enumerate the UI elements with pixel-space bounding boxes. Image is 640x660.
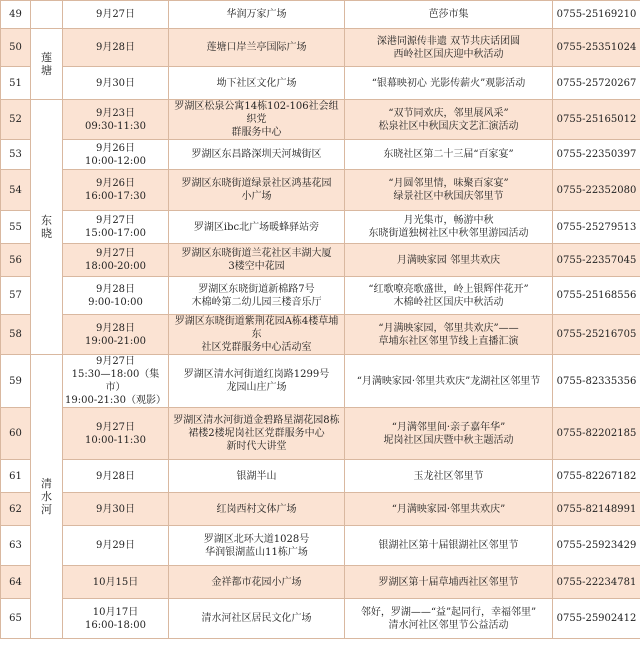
row-number: 60 [1,408,31,460]
event-name: 银湖社区第十届银湖社区邻里节 [345,526,553,566]
table-row [1,67,640,100]
event-venue: 莲塘口岸兰亭国际广场 [169,29,345,67]
table-row [1,408,640,460]
row-number: 63 [1,526,31,566]
table-row [1,244,640,277]
contact-phone: 0755-22234781 [553,566,640,599]
event-venue: 罗湖区清水河街道红岗路1299号 龙园山庄广场 [169,355,345,408]
events-table-body [1,1,640,639]
event-name: 芭莎市集 [345,1,553,29]
event-name: 深港同源传非遗 双节共庆话团圆 西岭社区国庆迎中秋活动 [345,29,553,67]
row-number: 54 [1,170,31,211]
contact-phone: 0755-25351024 [553,29,640,67]
row-number: 55 [1,211,31,244]
district-cell [31,29,63,100]
table-row [1,599,640,639]
row-number: 65 [1,599,31,639]
event-date: 9月26日 16:00-17:30 [63,170,169,211]
event-date: 9月27日 15:30—18:00（集市） 19:00-21:30（观影） [63,355,169,408]
event-name: 玉龙社区邻里节 [345,460,553,493]
event-name: “月满映家园，邻里共欢庆”—— 草埔东社区邻里节线上直播汇演 [345,315,553,355]
contact-phone: 0755-82335356 [553,355,640,408]
event-name: 罗湖区第十届草埔西社区邻里节 [345,566,553,599]
contact-phone: 0755-25902412 [553,599,640,639]
event-date: 9月30日 [63,67,169,100]
table-row [1,29,640,67]
event-venue: 罗湖区东晓街道绿景社区鸿基花园 小广场 [169,170,345,211]
contact-phone: 0755-25923429 [553,526,640,566]
table-row [1,460,640,493]
event-venue: 罗湖区松泉公寓14栋102-106社会组织党 群服务中心 [169,100,345,140]
event-date: 9月30日 [63,493,169,526]
event-name: 月满映家园 邻里共欢庆 [345,244,553,277]
district-name: 东晓 [41,214,52,240]
row-number: 61 [1,460,31,493]
district-name: 莲塘 [41,51,52,77]
row-number: 64 [1,566,31,599]
contact-phone: 0755-25216705 [553,315,640,355]
row-number: 59 [1,355,31,408]
event-venue: 华润万家广场 [169,1,345,29]
table-row [1,170,640,211]
event-date: 9月27日 10:00-11:30 [63,408,169,460]
table-row [1,100,640,140]
event-date: 9月23日 09:30-11:30 [63,100,169,140]
event-name: “月圆邻里情，味聚百家宴” 绿景社区中秋国庆邻里节 [345,170,553,211]
row-number: 52 [1,100,31,140]
district-cell [31,355,63,639]
row-number: 53 [1,140,31,170]
contact-phone: 0755-82202185 [553,408,640,460]
event-venue: 清水河社区居民文化广场 [169,599,345,639]
event-name: “月满映家园·邻里共欢庆” [345,493,553,526]
row-number: 50 [1,29,31,67]
contact-phone: 0755-22357045 [553,244,640,277]
event-name: “红歌嘹亮歌盛世，岭上银辉伴花开” 木棉岭社区国庆中秋活动 [345,277,553,315]
event-venue: 红岗西村文体广场 [169,493,345,526]
table-row [1,566,640,599]
contact-phone: 0755-25165012 [553,100,640,140]
contact-phone: 0755-25720267 [553,67,640,100]
event-venue: 罗湖区清水河街道金碧路星湖花园8栋 裙楼2楼坭岗社区党群服务中心 新时代大讲堂 [169,408,345,460]
event-date: 9月27日 [63,1,169,29]
row-number: 51 [1,67,31,100]
event-venue: 罗湖区东晓街道紫荆花园A栋4楼草埔东 社区党群服务中心活动室 [169,315,345,355]
table-row [1,277,640,315]
row-number: 56 [1,244,31,277]
row-number: 49 [1,1,31,29]
event-venue: 罗湖区东昌路深圳天河城街区 [169,140,345,170]
event-date: 9月28日 [63,460,169,493]
table-row [1,526,640,566]
district-name: 清水河 [41,477,52,516]
table-row [1,355,640,408]
event-date: 9月28日 [63,29,169,67]
district-cell [31,100,63,355]
event-date: 9月27日 18:00-20:00 [63,244,169,277]
row-number: 62 [1,493,31,526]
table-row [1,140,640,170]
event-name: 月光集市，畅游中秋 东晓街道独树社区中秋邻里游园活动 [345,211,553,244]
row-number: 57 [1,277,31,315]
event-name: “银幕映初心 光影传薪火”观影活动 [345,67,553,100]
event-name: “月满映家园·邻里共欢庆”龙湖社区邻里节 [345,355,553,408]
contact-phone: 0755-22352080 [553,170,640,211]
event-venue: 坳下社区文化广场 [169,67,345,100]
event-date: 9月28日 9:00-10:00 [63,277,169,315]
table-row [1,1,640,29]
table-row [1,315,640,355]
contact-phone: 0755-25168556 [553,277,640,315]
event-venue: 罗湖区北环大道1028号 华润银湖蓝山11栋广场 [169,526,345,566]
event-date: 9月27日 15:00-17:00 [63,211,169,244]
event-venue: 银湖半山 [169,460,345,493]
event-date: 10月17日 16:00-18:00 [63,599,169,639]
event-date: 9月28日 19:00-21:00 [63,315,169,355]
contact-phone: 0755-82267182 [553,460,640,493]
event-date: 9月26日 10:00-12:00 [63,140,169,170]
event-name: “月满邻里间·亲子嘉年华” 坭岗社区国庆暨中秋主题活动 [345,408,553,460]
event-venue: 金祥都市花园小广场 [169,566,345,599]
contact-phone: 0755-22350397 [553,140,640,170]
row-number: 58 [1,315,31,355]
contact-phone: 0755-25169210 [553,1,640,29]
event-name: 东晓社区第二十三届“百家宴” [345,140,553,170]
event-name: “双节同欢庆，邻里展风采” 松泉社区中秋国庆文艺汇演活动 [345,100,553,140]
district-cell [31,1,63,29]
contact-phone: 0755-82148991 [553,493,640,526]
event-venue: 罗湖区东晓街道新棉路7号 木棉岭第二幼儿园三楼音乐厅 [169,277,345,315]
table-row [1,211,640,244]
event-name: 邻好，罗湖——“益”起同行，幸福邻里” 清水河社区邻里节公益活动 [345,599,553,639]
table-row [1,493,640,526]
contact-phone: 0755-25279513 [553,211,640,244]
event-venue: 罗湖区ibc北广场暖蜂驿站旁 [169,211,345,244]
event-date: 10月15日 [63,566,169,599]
event-venue: 罗湖区东晓街道兰花社区丰湖大厦 3楼空中花园 [169,244,345,277]
event-date: 9月29日 [63,526,169,566]
